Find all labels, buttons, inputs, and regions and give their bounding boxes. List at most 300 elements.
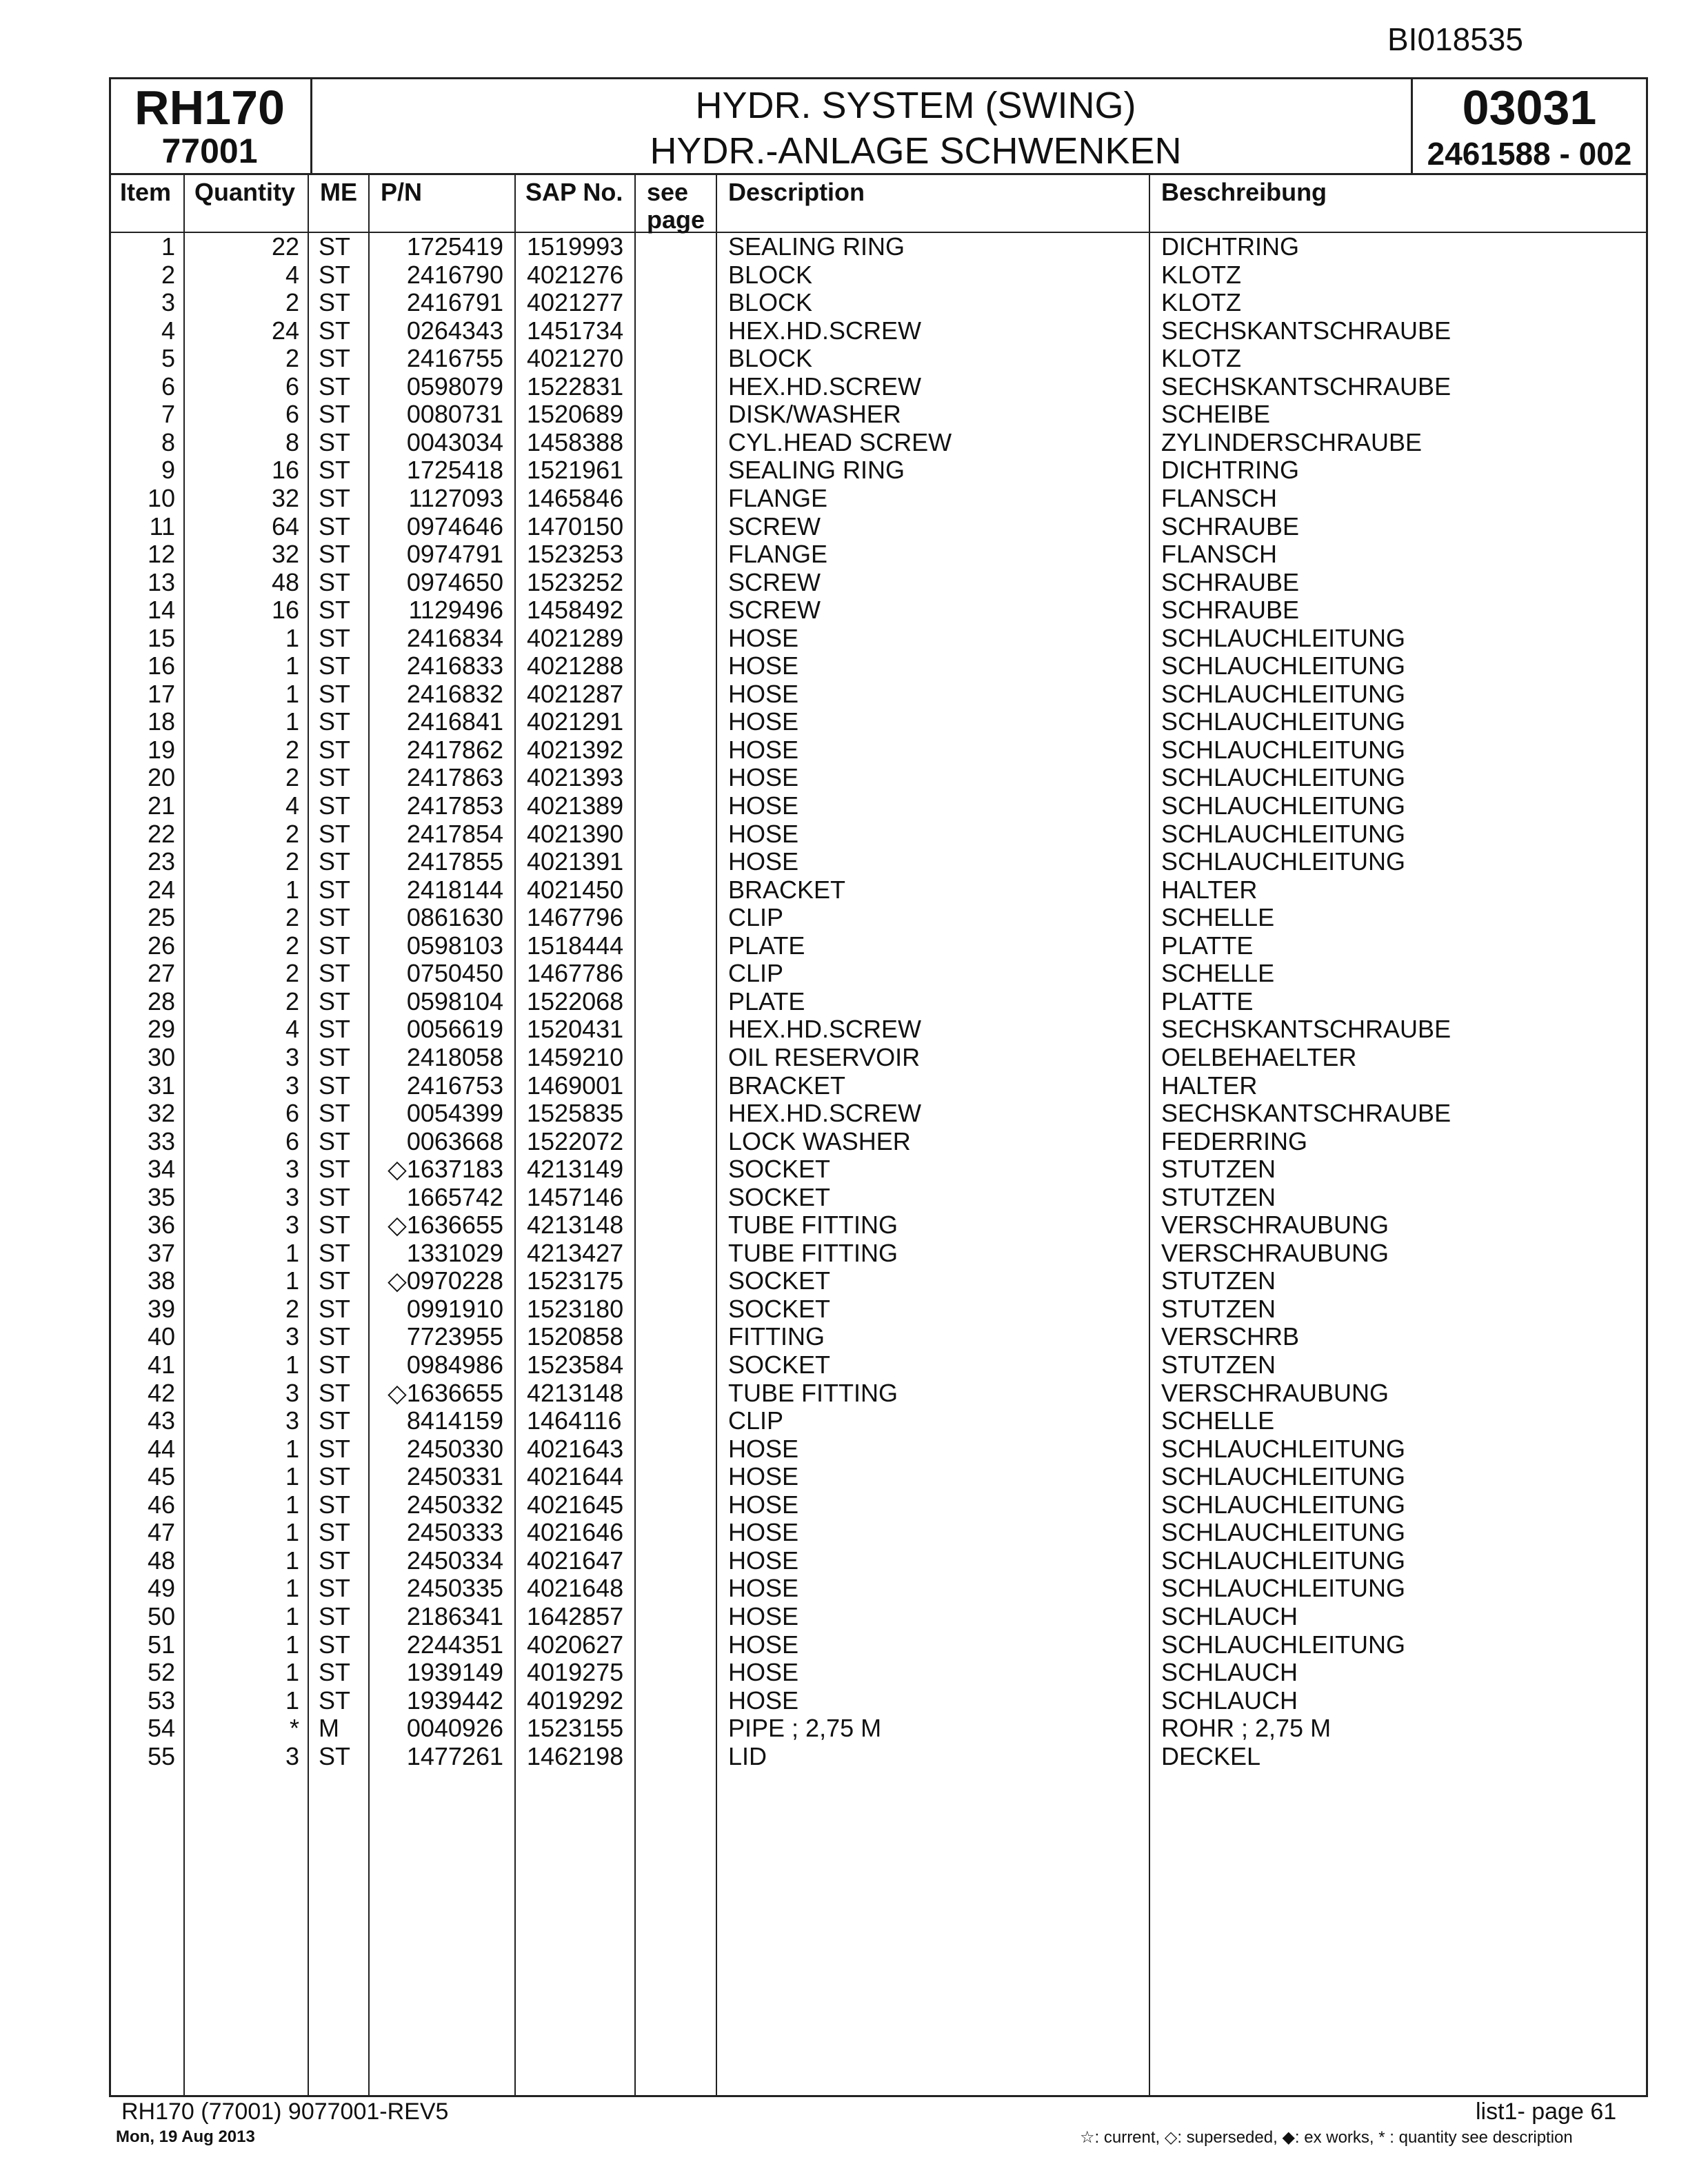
cell-part-number: ◇0970228 [388, 1266, 503, 1295]
cell-item: 53 [147, 1686, 175, 1715]
cell-description: SOCKET [728, 1182, 831, 1211]
column-divider [716, 175, 717, 2095]
cell-part-number: 2416832 [406, 679, 503, 708]
cell-description: HOSE [728, 623, 799, 652]
cell-description: CLIP [728, 1406, 784, 1435]
column-header-item: Item [120, 178, 172, 206]
cell-sap-number: 1459210 [527, 1042, 624, 1071]
document-id: BI018535 [1387, 21, 1523, 57]
cell-me: ST [319, 1462, 351, 1491]
cell-part-number: 2186341 [406, 1601, 503, 1630]
cell-sap-number: 1519993 [527, 232, 624, 261]
cell-quantity: 6 [285, 400, 299, 429]
cell-part-number: 0040926 [406, 1714, 503, 1743]
cell-part-number: 0598103 [406, 931, 503, 960]
cell-item: 49 [147, 1574, 175, 1603]
cell-item: 20 [147, 763, 175, 792]
cell-sap-number: 4021645 [527, 1490, 624, 1519]
cell-sap-number: 1457146 [527, 1182, 624, 1211]
cell-sap-number: 1451734 [527, 316, 624, 345]
cell-quantity: 3 [285, 1406, 299, 1435]
cell-part-number: 2417854 [406, 819, 503, 848]
cell-me: ST [319, 903, 351, 932]
cell-me: ST [319, 959, 351, 988]
cell-beschreibung: SCHLAUCHLEITUNG [1161, 1574, 1406, 1603]
cell-beschreibung: SCHRAUBE [1161, 596, 1300, 625]
cell-me: ST [319, 1574, 351, 1603]
cell-description: HOSE [728, 847, 799, 876]
cell-quantity: 2 [285, 903, 299, 932]
cell-item: 29 [147, 1015, 175, 1044]
cell-part-number: 2244351 [406, 1630, 503, 1659]
cell-sap-number: 4021289 [527, 623, 624, 652]
cell-beschreibung: SECHSKANTSCHRAUBE [1161, 316, 1451, 345]
cell-description: HOSE [728, 819, 799, 848]
cell-description: SEALING RING [728, 456, 905, 485]
cell-sap-number: 4213148 [527, 1211, 624, 1240]
cell-quantity: 4 [285, 260, 299, 289]
cell-quantity: 1 [285, 707, 299, 736]
cell-me: ST [319, 1182, 351, 1211]
cell-quantity: 1 [285, 1462, 299, 1491]
cell-quantity: 1 [285, 623, 299, 652]
cell-part-number: 1129496 [408, 596, 503, 625]
footer-date: Mon, 19 Aug 2013 [116, 2127, 255, 2146]
cell-part-number: 2450335 [406, 1574, 503, 1603]
cell-item: 39 [147, 1294, 175, 1323]
cell-quantity: 3 [285, 1042, 299, 1071]
cell-sap-number: 4021644 [527, 1462, 624, 1491]
cell-me: ST [319, 316, 351, 345]
cell-beschreibung: FLANSCH [1161, 483, 1278, 512]
cell-me: ST [319, 1155, 351, 1184]
cell-quantity: 32 [271, 483, 299, 512]
cell-me: ST [319, 1071, 351, 1100]
cell-me: ST [319, 1099, 351, 1128]
cell-beschreibung: KLOTZ [1161, 344, 1242, 373]
cell-sap-number: 1520689 [527, 400, 624, 429]
cell-item: 11 [149, 512, 175, 540]
cell-beschreibung: SCHLAUCH [1161, 1658, 1298, 1687]
cell-description: BRACKET [728, 875, 846, 904]
cell-quantity: 2 [285, 987, 299, 1015]
cell-quantity: 1 [285, 1266, 299, 1295]
cell-beschreibung: STUTZEN [1161, 1155, 1276, 1184]
cell-description: CLIP [728, 959, 784, 988]
cell-quantity: 2 [285, 344, 299, 373]
cell-sap-number: 1521961 [527, 456, 624, 485]
cell-description: HOSE [728, 1686, 799, 1715]
cell-sap-number: 1522068 [527, 987, 624, 1015]
cell-me: ST [319, 791, 351, 820]
cell-sap-number: 4019275 [527, 1658, 624, 1687]
cell-part-number: 2417853 [406, 791, 503, 820]
cell-beschreibung: SCHLAUCHLEITUNG [1161, 651, 1406, 680]
column-divider [183, 175, 185, 2095]
cell-item: 16 [147, 651, 175, 680]
cell-quantity: 24 [271, 316, 299, 345]
machine-model: RH170 [134, 81, 285, 134]
cell-sap-number: 1642857 [527, 1601, 624, 1630]
cell-part-number: 1665742 [406, 1182, 503, 1211]
cell-quantity: 6 [285, 1126, 299, 1155]
cell-description: FLANGE [728, 483, 828, 512]
cell-me: ST [319, 1406, 351, 1435]
cell-me: ST [319, 260, 351, 289]
cell-item: 14 [147, 596, 175, 625]
cell-part-number: 0598079 [406, 372, 503, 401]
machine-serial: 77001 [161, 132, 258, 170]
cell-item: 5 [161, 344, 175, 373]
cell-part-number: 1331029 [406, 1238, 503, 1267]
cell-sap-number: 1469001 [527, 1071, 624, 1100]
cell-part-number: 8414159 [406, 1406, 503, 1435]
column-divider [1149, 175, 1150, 2095]
cell-part-number: 2416790 [406, 260, 503, 289]
cell-description: HOSE [728, 763, 799, 792]
cell-part-number: 1939149 [406, 1658, 503, 1687]
cell-item: 25 [147, 903, 175, 932]
cell-beschreibung: SCHLAUCHLEITUNG [1161, 735, 1406, 764]
cell-item: 50 [147, 1601, 175, 1630]
cell-part-number: 2416755 [406, 344, 503, 373]
drawing-number: 2461588 - 002 [1427, 136, 1632, 172]
cell-part-number: 1477261 [406, 1741, 503, 1770]
cell-quantity: 1 [285, 1686, 299, 1715]
cell-description: SOCKET [728, 1266, 831, 1295]
cell-part-number: 2418058 [406, 1042, 503, 1071]
cell-part-number: 0974646 [406, 512, 503, 540]
cell-description: HOSE [728, 1490, 799, 1519]
cell-beschreibung: HALTER [1161, 1071, 1258, 1100]
cell-beschreibung: DECKEL [1161, 1741, 1261, 1770]
cell-me: ST [319, 540, 351, 569]
cell-item: 34 [147, 1155, 175, 1184]
cell-description: LID [728, 1741, 767, 1770]
cell-sap-number: 4021647 [527, 1546, 624, 1575]
cell-sap-number: 1467796 [527, 903, 624, 932]
cell-me: ST [319, 847, 351, 876]
cell-quantity: 3 [285, 1071, 299, 1100]
cell-part-number: 2417863 [406, 763, 503, 792]
cell-me: ST [319, 1211, 351, 1240]
cell-beschreibung: SECHSKANTSCHRAUBE [1161, 1015, 1451, 1044]
cell-me: ST [319, 1630, 351, 1659]
cell-quantity: 1 [285, 1658, 299, 1687]
cell-description: DISK/WASHER [728, 400, 901, 429]
cell-beschreibung: SCHLAUCHLEITUNG [1161, 1434, 1406, 1463]
cell-part-number: 2418144 [406, 875, 503, 904]
cell-quantity: 3 [285, 1741, 299, 1770]
cell-part-number: ◇1636655 [388, 1378, 503, 1407]
cell-quantity: 2 [285, 819, 299, 848]
cell-beschreibung: SCHLAUCH [1161, 1686, 1298, 1715]
cell-description: SCREW [728, 512, 821, 540]
symbol-legend: ☆: current, ◇: superseded, ◆: ex works, * : quantity see description [1080, 2128, 1573, 2147]
cell-quantity: 3 [285, 1155, 299, 1184]
cell-quantity: 6 [285, 1099, 299, 1128]
cell-quantity: 1 [285, 1518, 299, 1547]
cell-item: 46 [147, 1490, 175, 1519]
cell-item: 17 [147, 679, 175, 708]
cell-beschreibung: PLATTE [1161, 931, 1254, 960]
cell-quantity: 48 [271, 567, 299, 596]
cell-part-number: 2450331 [406, 1462, 503, 1491]
cell-beschreibung: KLOTZ [1161, 260, 1242, 289]
cell-description: HOSE [728, 707, 799, 736]
cell-sap-number: 1458388 [527, 427, 624, 456]
cell-sap-number: 1470150 [527, 512, 624, 540]
cell-item: 6 [161, 372, 175, 401]
cell-description: FLANGE [728, 540, 828, 569]
cell-item: 28 [147, 987, 175, 1015]
cell-description: HOSE [728, 1518, 799, 1547]
cell-item: 47 [147, 1518, 175, 1547]
cell-part-number: 0984986 [406, 1351, 503, 1379]
column-header-see-page: page [647, 205, 705, 234]
cell-part-number: 0264343 [406, 316, 503, 345]
cell-beschreibung: STUTZEN [1161, 1294, 1276, 1323]
cell-part-number: 0861630 [406, 903, 503, 932]
cell-quantity: 32 [271, 540, 299, 569]
cell-quantity: 2 [285, 847, 299, 876]
cell-quantity: 3 [285, 1211, 299, 1240]
cell-item: 24 [147, 875, 175, 904]
cell-sap-number: 1458492 [527, 596, 624, 625]
cell-part-number: 7723955 [406, 1322, 503, 1351]
cell-beschreibung: SCHEIBE [1161, 400, 1271, 429]
cell-part-number: 0054399 [406, 1099, 503, 1128]
cell-sap-number: 1520431 [527, 1015, 624, 1044]
cell-item: 45 [147, 1462, 175, 1491]
cell-quantity: 2 [285, 763, 299, 792]
cell-me: ST [319, 987, 351, 1015]
cell-me: ST [319, 483, 351, 512]
cell-me: ST [319, 1490, 351, 1519]
cell-me: ST [319, 596, 351, 625]
cell-me: ST [319, 875, 351, 904]
cell-description: HOSE [728, 679, 799, 708]
cell-beschreibung: KLOTZ [1161, 288, 1242, 317]
cell-part-number: 0056619 [406, 1015, 503, 1044]
cell-me: ST [319, 623, 351, 652]
cell-me: ST [319, 1322, 351, 1351]
cell-part-number: 0974791 [406, 540, 503, 569]
cell-quantity: 6 [285, 372, 299, 401]
cell-sap-number: 1525835 [527, 1099, 624, 1128]
cell-beschreibung: SCHLAUCHLEITUNG [1161, 1546, 1406, 1575]
cell-quantity: 3 [285, 1378, 299, 1407]
cell-description: HEX.HD.SCREW [728, 1099, 922, 1128]
cell-me: ST [319, 567, 351, 596]
cell-description: BLOCK [728, 288, 813, 317]
cell-beschreibung: SCHLAUCH [1161, 1601, 1298, 1630]
cell-sap-number: 1520858 [527, 1322, 624, 1351]
cell-quantity: 1 [285, 1574, 299, 1603]
cell-item: 52 [147, 1658, 175, 1687]
cell-beschreibung: SCHLAUCHLEITUNG [1161, 791, 1406, 820]
cell-description: HOSE [728, 1546, 799, 1575]
cell-quantity: 1 [285, 1490, 299, 1519]
cell-me: ST [319, 512, 351, 540]
cell-item: 21 [147, 791, 175, 820]
cell-item: 44 [147, 1434, 175, 1463]
cell-me: ST [319, 1126, 351, 1155]
cell-description: TUBE FITTING [728, 1211, 898, 1240]
cell-beschreibung: SCHLAUCHLEITUNG [1161, 1630, 1406, 1659]
column-header-see: see [647, 178, 689, 206]
cell-sap-number: 1523253 [527, 540, 624, 569]
cell-item: 12 [147, 540, 175, 569]
cell-item: 10 [147, 483, 175, 512]
cell-sap-number: 4021276 [527, 260, 624, 289]
cell-description: HOSE [728, 791, 799, 820]
cell-beschreibung: SCHLAUCHLEITUNG [1161, 1490, 1406, 1519]
cell-quantity: 16 [271, 456, 299, 485]
cell-sap-number: 4021389 [527, 791, 624, 820]
cell-beschreibung: SCHLAUCHLEITUNG [1161, 819, 1406, 848]
column-header-description: Description [728, 178, 865, 206]
cell-sap-number: 1523584 [527, 1351, 624, 1379]
cell-quantity: 8 [285, 427, 299, 456]
cell-me: ST [319, 1741, 351, 1770]
cell-item: 3 [161, 288, 175, 317]
cell-item: 40 [147, 1322, 175, 1351]
cell-beschreibung: SCHRAUBE [1161, 567, 1300, 596]
cell-quantity: 2 [285, 288, 299, 317]
cell-beschreibung: FLANSCH [1161, 540, 1278, 569]
cell-me: M [319, 1714, 339, 1743]
cell-me: ST [319, 931, 351, 960]
cell-sap-number: 4021390 [527, 819, 624, 848]
cell-description: HOSE [728, 651, 799, 680]
cell-sap-number: 1465846 [527, 483, 624, 512]
cell-beschreibung: VERSCHRAUBUNG [1161, 1378, 1389, 1407]
cell-me: ST [319, 288, 351, 317]
column-divider [514, 175, 516, 2095]
cell-quantity: 1 [285, 1434, 299, 1463]
cell-beschreibung: STUTZEN [1161, 1266, 1276, 1295]
cell-quantity: 2 [285, 931, 299, 960]
cell-sap-number: 1523155 [527, 1714, 624, 1743]
cell-part-number: 2450333 [406, 1518, 503, 1547]
cell-beschreibung: SCHLAUCHLEITUNG [1161, 847, 1406, 876]
cell-quantity: 2 [285, 735, 299, 764]
cell-me: ST [319, 232, 351, 261]
cell-item: 27 [147, 959, 175, 988]
cell-quantity: 3 [285, 1322, 299, 1351]
cell-me: ST [319, 1042, 351, 1071]
cell-part-number: ◇1637183 [388, 1155, 503, 1184]
cell-sap-number: 1523180 [527, 1294, 624, 1323]
cell-quantity: 1 [285, 679, 299, 708]
cell-sap-number: 4021287 [527, 679, 624, 708]
cell-sap-number: 4021450 [527, 875, 624, 904]
column-header-beschreibung: Beschreibung [1161, 178, 1327, 206]
cell-beschreibung: HALTER [1161, 875, 1258, 904]
cell-description: HEX.HD.SCREW [728, 372, 922, 401]
cell-item: 55 [147, 1741, 175, 1770]
cell-item: 26 [147, 931, 175, 960]
cell-part-number: 2416753 [406, 1071, 503, 1100]
cell-description: HEX.HD.SCREW [728, 316, 922, 345]
cell-description: LOCK WASHER [728, 1126, 911, 1155]
title-block [109, 77, 1648, 175]
cell-part-number: 0974650 [406, 567, 503, 596]
cell-me: ST [319, 735, 351, 764]
column-header-sap: SAP No. [525, 178, 623, 206]
cell-me: ST [319, 1351, 351, 1379]
cell-item: 48 [147, 1546, 175, 1575]
column-divider [634, 175, 636, 2095]
cell-item: 1 [161, 232, 175, 261]
cell-item: 2 [161, 260, 175, 289]
cell-description: PIPE ; 2,75 M [728, 1714, 882, 1743]
cell-quantity: 1 [285, 1630, 299, 1659]
cell-sap-number: 1464116 [527, 1406, 622, 1435]
cell-quantity: 1 [285, 1351, 299, 1379]
cell-part-number: 2416833 [406, 651, 503, 680]
cell-beschreibung: SECHSKANTSCHRAUBE [1161, 372, 1451, 401]
cell-beschreibung: DICHTRING [1161, 456, 1299, 485]
cell-beschreibung: VERSCHRAUBUNG [1161, 1211, 1389, 1240]
cell-part-number: 2416834 [406, 623, 503, 652]
cell-description: FITTING [728, 1322, 825, 1351]
cell-item: 13 [147, 567, 175, 596]
cell-part-number: 0063668 [406, 1126, 503, 1155]
cell-part-number: 0598104 [406, 987, 503, 1015]
cell-sap-number: 1518444 [527, 931, 624, 960]
cell-beschreibung: SCHRAUBE [1161, 512, 1300, 540]
cell-item: 4 [161, 316, 175, 345]
cell-description: SOCKET [728, 1155, 831, 1184]
cell-item: 36 [147, 1211, 175, 1240]
cell-description: CLIP [728, 903, 784, 932]
cell-item: 41 [147, 1351, 175, 1379]
cell-sap-number: 4021648 [527, 1574, 624, 1603]
cell-sap-number: 4021288 [527, 651, 624, 680]
cell-description: SEALING RING [728, 232, 905, 261]
cell-beschreibung: SCHELLE [1161, 903, 1275, 932]
cell-description: SCREW [728, 567, 821, 596]
cell-me: ST [319, 651, 351, 680]
cell-item: 7 [161, 400, 175, 429]
cell-me: ST [319, 819, 351, 848]
cell-item: 30 [147, 1042, 175, 1071]
cell-description: HOSE [728, 1630, 799, 1659]
cell-description: HOSE [728, 735, 799, 764]
cell-me: ST [319, 707, 351, 736]
cell-part-number: 2417855 [406, 847, 503, 876]
cell-quantity: 3 [285, 1182, 299, 1211]
cell-sap-number: 4213148 [527, 1378, 624, 1407]
cell-part-number: 1725419 [406, 232, 503, 261]
cell-beschreibung: ROHR ; 2,75 M [1161, 1714, 1332, 1743]
cell-quantity: 2 [285, 1294, 299, 1323]
cell-quantity: 4 [285, 1015, 299, 1044]
cell-description: HOSE [728, 1601, 799, 1630]
cell-item: 31 [147, 1071, 175, 1100]
cell-item: 23 [147, 847, 175, 876]
cell-part-number: 0080731 [406, 400, 503, 429]
column-header-pn: P/N [381, 178, 423, 206]
cell-description: SOCKET [728, 1351, 831, 1379]
cell-beschreibung: STUTZEN [1161, 1351, 1276, 1379]
cell-sap-number: 1522072 [527, 1126, 624, 1155]
cell-me: ST [319, 427, 351, 456]
cell-item: 19 [147, 735, 175, 764]
cell-beschreibung: ZYLINDERSCHRAUBE [1161, 427, 1423, 456]
